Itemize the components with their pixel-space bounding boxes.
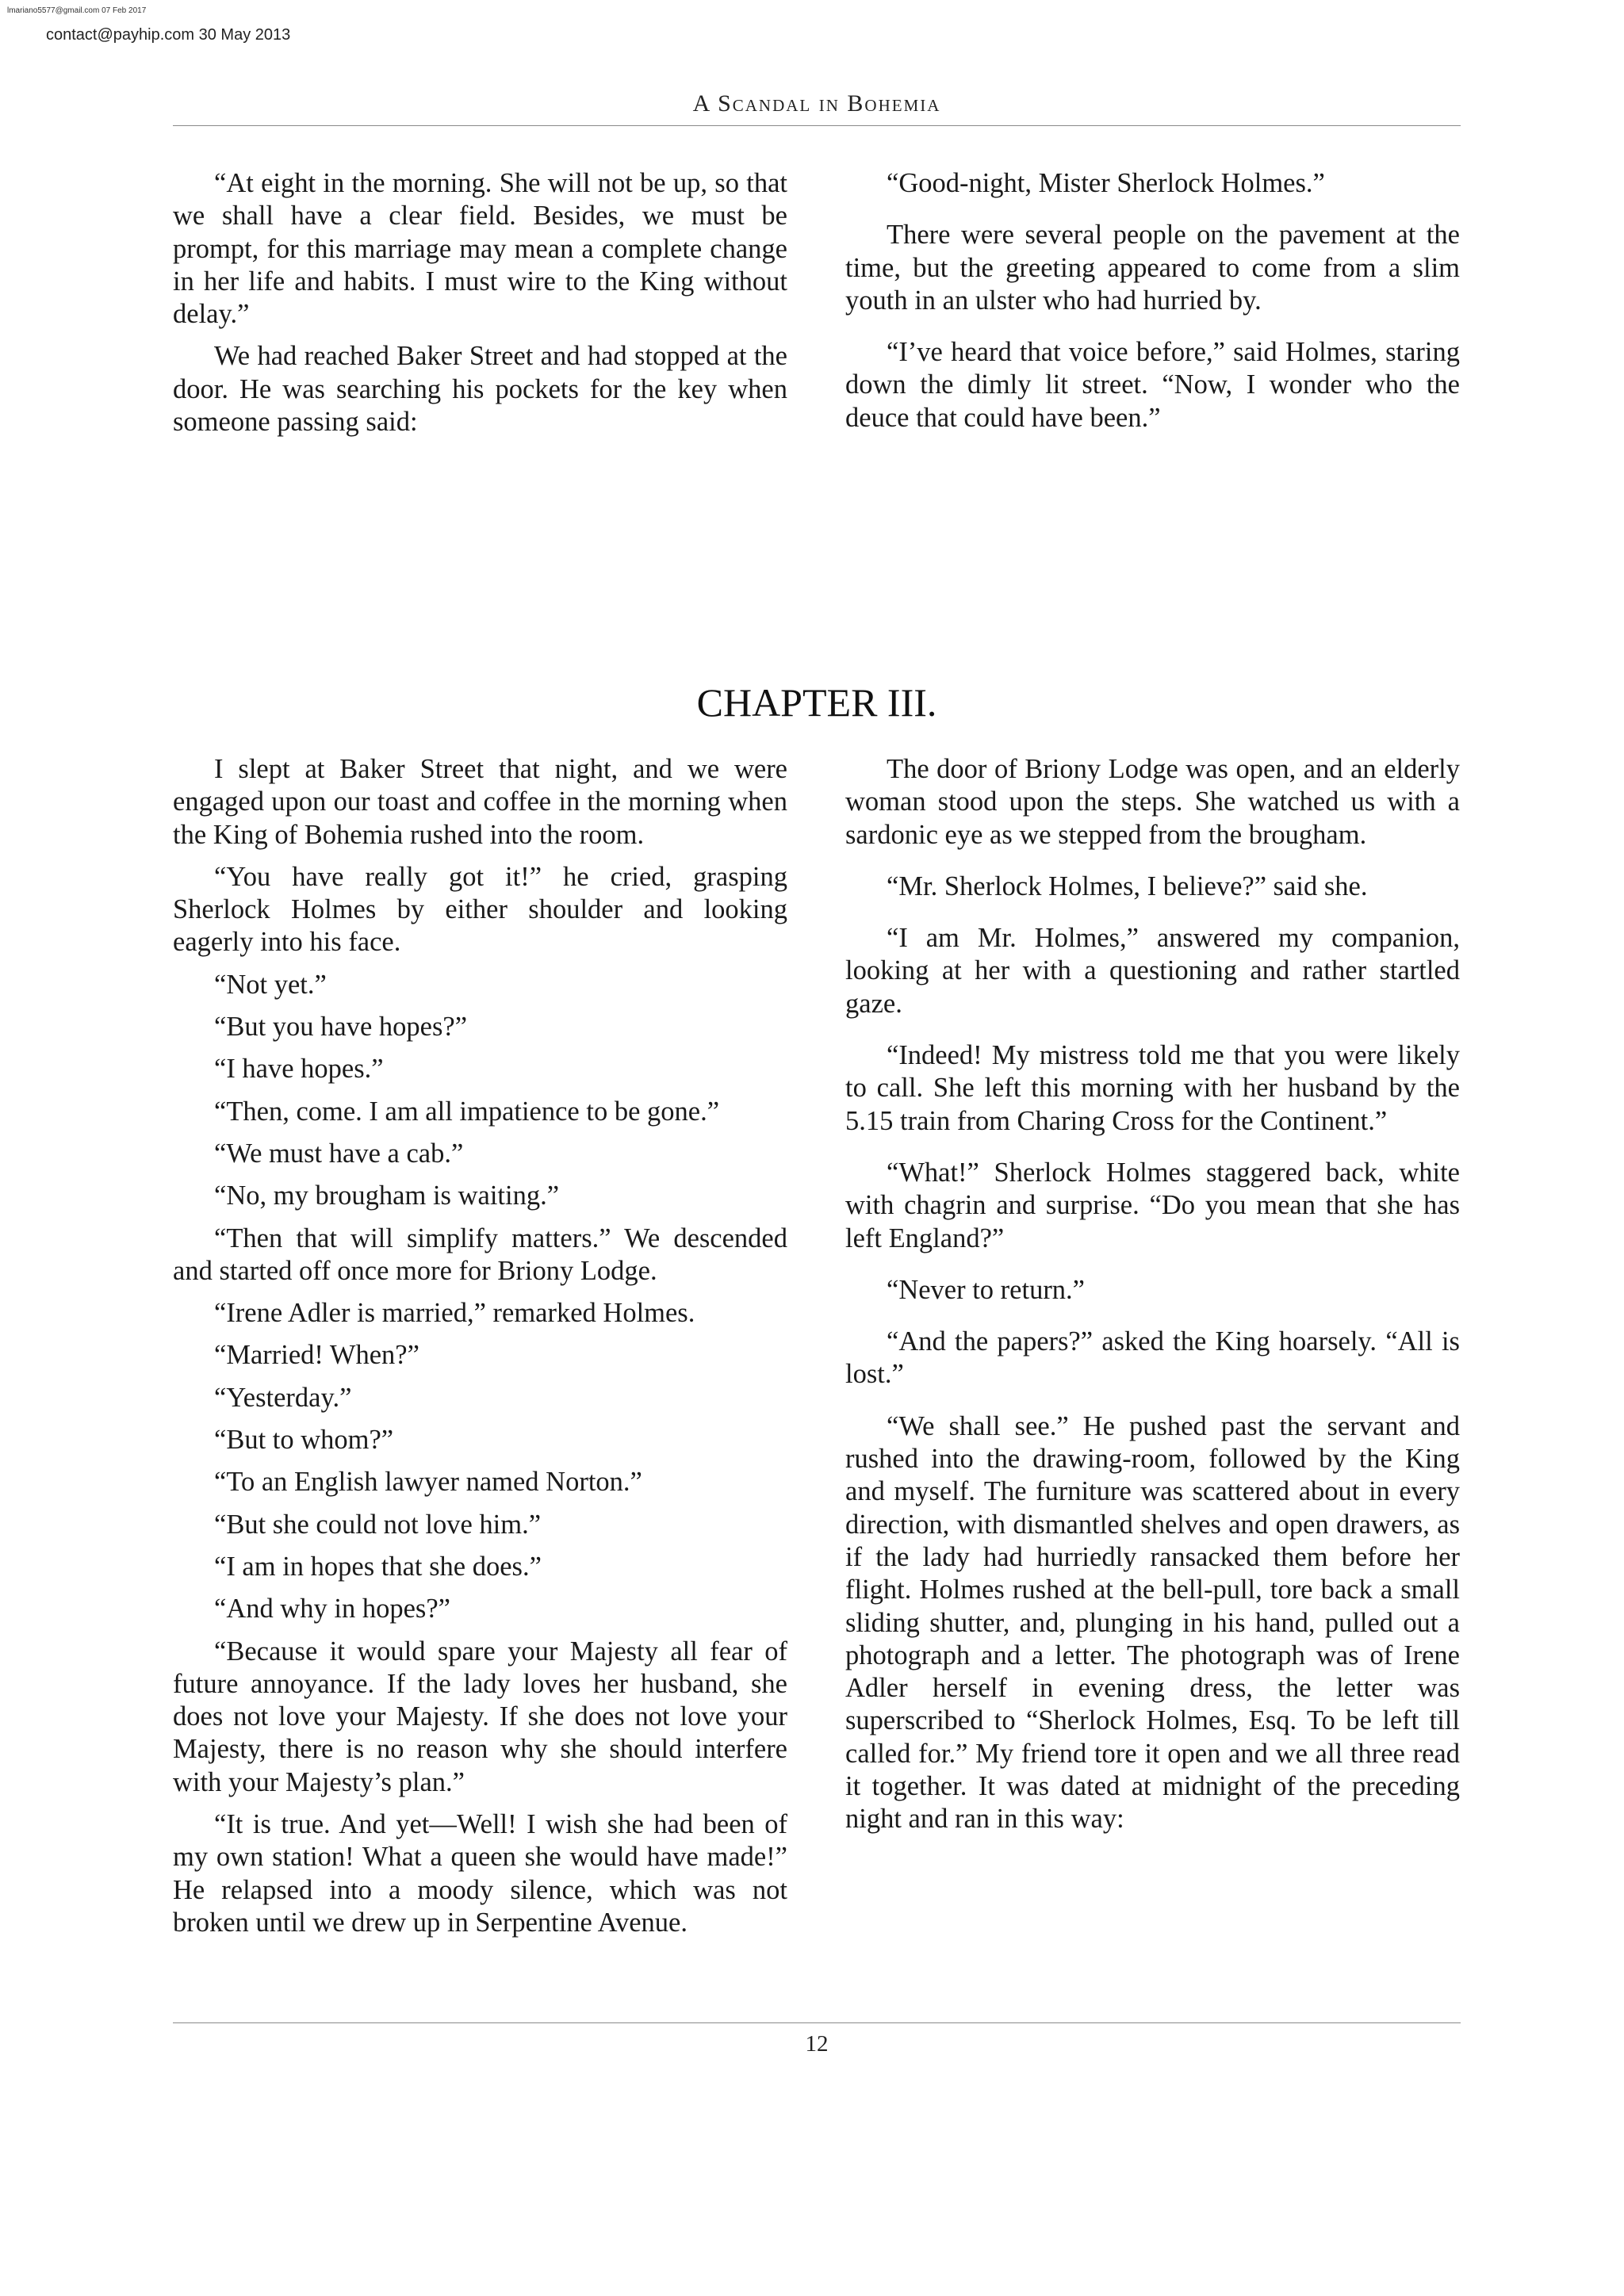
paragraph: “Yesterday.” <box>214 1382 352 1413</box>
paragraph: “Indeed! My mistress told me that you were likely to call. She left this morning with her husband by the 5.15 train from Charing Cross for the Continent.” <box>845 1040 1460 1136</box>
running-head: A Scandal in Bohemia <box>692 90 941 117</box>
paragraph: “We shall see.” He pushed past the servant and rushed into the drawing-room, followed by the King and myself. The furniture was scattered about in every direction, with dismantled shelves and open drawers, as if the lady had hurriedly ransacked them before her flight. Holmes rushed at the bell-pull, tore back a small sliding shutter, and, plunging in his hand, pulled out a photograph and a letter. The photograph was of Irene Adler herself in evening dress, the letter was superscribed to “Sherlock Holmes, Esq. To be left till called for.” My friend tore it open and we all three read it together. It was dated at midnight of the preceding night and ran in this way: <box>845 1410 1460 1835</box>
paragraph: “It is true. And yet—Well! I wish she had been of my own station! What a queen she would have made!” He relapsed into a moody silence, which was not broken until we drew up in Serpentine Avenue. <box>173 1809 787 1938</box>
footer-rule <box>173 2022 1461 2023</box>
section2-left-column <box>173 753 787 1949</box>
paragraph: “And why in hopes?” <box>214 1594 450 1624</box>
paragraph: “Mr. Sherlock Holmes, I believe?” said she. <box>887 871 1368 901</box>
paragraph: “But to whom?” <box>214 1425 394 1456</box>
paragraph: “I have hopes.” <box>214 1054 384 1085</box>
paragraph: “No, my brougham is waiting.” <box>214 1181 560 1211</box>
paragraph: “Never to return.” <box>887 1274 1085 1305</box>
paragraph: “Good-night, Mister Sherlock Holmes.” <box>887 168 1325 198</box>
paragraph: “And the papers?” asked the King hoarsely. “All is lost.” <box>845 1326 1460 1390</box>
paragraph: “But you have hopes?” <box>214 1012 468 1043</box>
watermark-contact-stamp: contact@payhip.com 30 May 2013 <box>46 26 291 44</box>
paragraph: “Then that will simplify matters.” We descended and started off once more for Briony Lodge. <box>173 1223 787 1286</box>
paragraph: “Irene Adler is married,” remarked Holmes. <box>214 1298 695 1329</box>
paragraph: “I am Mr. Holmes,” answered my companion, looking at her with a questioning and rather startled gaze. <box>845 923 1460 1019</box>
section1-right-column <box>845 167 1460 453</box>
header-rule <box>173 125 1461 126</box>
paragraph: “What!” Sherlock Holmes staggered back, white with chagrin and surprise. “Do you mean that she has left England?” <box>845 1157 1460 1253</box>
paragraph: “To an English lawyer named Norton.” <box>214 1467 642 1498</box>
paragraph: “Married! When?” <box>214 1340 419 1371</box>
paragraph: “We must have a cab.” <box>214 1138 464 1169</box>
page-number: 12 <box>805 2031 829 2057</box>
chapter-title: CHAPTER III. <box>696 680 937 725</box>
paragraph: “You have really got it!” he cried, grasping Sherlock Holmes by either shoulder and looking eagerly into his face. <box>173 861 787 958</box>
paragraph: There were several people on the pavement at the time, but the greeting appeared to come from a slim youth in an ulster who had hurried by. <box>845 220 1460 316</box>
paragraph: “I am in hopes that she does.” <box>214 1551 542 1582</box>
paragraph: The door of Briony Lodge was open, and an elderly woman stood upon the steps. She watched us with a sardonic eye as we stepped from the brougham. <box>845 754 1460 850</box>
watermark-email-stamp: lmariano5577@gmail.com 07 Feb 2017 <box>7 6 147 15</box>
paragraph: “Then, come. I am all impatience to be gone.” <box>214 1096 720 1127</box>
paragraph: “Not yet.” <box>214 969 327 1000</box>
paragraph: “But she could not love him.” <box>214 1509 542 1540</box>
section2-right-column <box>845 753 1460 1855</box>
section1-left-column <box>173 167 787 448</box>
paragraph: “At eight in the morning. She will not be up, so that we shall have a clear field. Besides, we must be prompt, for this marriage may mean a complete change in her life and habits. I must wire to the King without delay.” <box>173 168 787 330</box>
paragraph: “I’ve heard that voice before,” said Holmes, staring down the dimly lit street. “Now, I wonder who the deuce that could have been.” <box>845 337 1460 433</box>
paragraph: I slept at Baker Street that night, and we were engaged upon our toast and coffee in the morning when the King of Bohemia rushed into the room. <box>173 754 787 850</box>
paragraph: We had reached Baker Street and had stopped at the door. He was searching his pockets for the key when someone passing said: <box>173 341 787 438</box>
paragraph: “Because it would spare your Majesty all fear of future annoyance. If the lady loves her husband, she does not love your Majesty. If she does not love your Majesty, there is no reason why she should interfere with your Majesty’s plan.” <box>173 1636 787 1797</box>
